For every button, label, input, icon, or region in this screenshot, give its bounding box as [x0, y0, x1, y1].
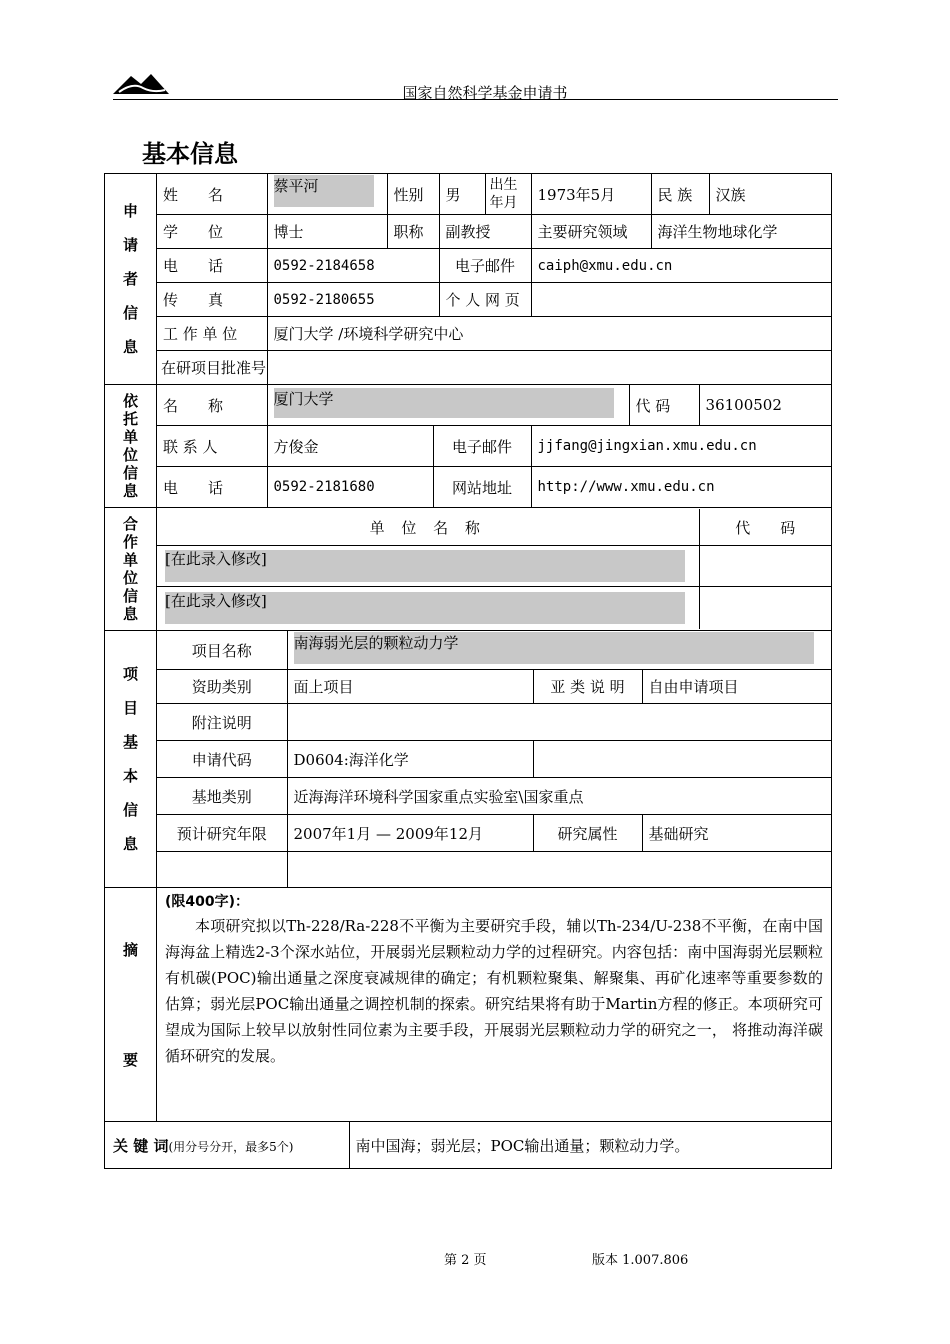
partner-name-field-1[interactable]: [在此录入修改]: [157, 546, 699, 587]
subclass-field[interactable]: 自由申请项目: [642, 670, 831, 704]
period-field[interactable]: 2007年1月 — 2009年12月: [287, 815, 533, 852]
title-field[interactable]: 副教授: [439, 215, 531, 249]
project-no-label: 在研项目批准号: [157, 351, 267, 385]
ethnic-label: 民 族: [651, 174, 709, 215]
project-section-label: 项目基本信息: [105, 631, 157, 888]
attr-label: 研究属性: [533, 815, 642, 852]
partner-code-field-2[interactable]: [699, 587, 831, 630]
fax-field[interactable]: 0592-2180655: [267, 283, 439, 317]
birth-field[interactable]: 1973年5月: [531, 174, 651, 215]
partner-name-field-2[interactable]: [在此录入修改]: [157, 587, 699, 630]
code-label: 申请代码: [157, 741, 287, 778]
host-table: [157, 385, 831, 507]
contact-field[interactable]: 方俊金: [267, 426, 433, 467]
project-table: [157, 631, 831, 887]
keywords-label: 关 键 词(用分号分开，最多5个): [105, 1122, 349, 1168]
email-field[interactable]: caiph@xmu.edu.cn: [531, 249, 831, 283]
gender-field[interactable]: 男: [439, 174, 485, 215]
base-label: 基地类别: [157, 778, 287, 815]
keywords-field[interactable]: 南中国海；弱光层；POC输出通量；颗粒动力学。: [349, 1122, 831, 1168]
host-code-field[interactable]: 36100502: [699, 385, 831, 426]
header-title: 国家自然科学基金申请书: [402, 84, 568, 102]
unit-field[interactable]: 厦门大学 /环境科学研究中心: [267, 317, 831, 351]
field-field[interactable]: 海洋生物地球化学: [651, 215, 831, 249]
email-label: 电子邮件: [439, 249, 531, 283]
base-field[interactable]: 近海海洋环境科学国家重点实验室\国家重点: [287, 778, 831, 815]
attr-field[interactable]: 基础研究: [642, 815, 831, 852]
code-extra-field[interactable]: [533, 741, 831, 778]
host-email-label: 电子邮件: [433, 426, 531, 467]
keywords-table: [105, 1122, 831, 1168]
partner-table: [157, 509, 831, 629]
homepage-field[interactable]: [531, 283, 831, 317]
website-label: 网站地址: [433, 467, 531, 508]
host-phone-field[interactable]: 0592-2181680: [267, 467, 433, 508]
page-title: 基本信息: [142, 140, 238, 168]
unit-label: 工 作 单 位: [157, 317, 267, 351]
abstract-limit: (限400字)：: [165, 894, 250, 910]
project-no-field[interactable]: [267, 351, 831, 385]
partner-section-label: 合作单位信息: [105, 508, 157, 631]
host-name-label: 名 称: [157, 385, 267, 426]
project-name-field[interactable]: 南海弱光层的颗粒动力学: [287, 631, 831, 670]
notes-field[interactable]: [287, 704, 831, 741]
header-divider: [113, 99, 838, 100]
page-number: 第 2 页: [444, 1253, 487, 1268]
name-field[interactable]: 蔡平河: [267, 174, 387, 215]
notes-label: 附注说明: [157, 704, 287, 741]
degree-label: 学 位: [157, 215, 267, 249]
basic-info-table: [104, 173, 832, 1169]
degree-field[interactable]: 博士: [267, 215, 387, 249]
nsfc-logo-icon: [113, 70, 169, 98]
applicant-section-label: 申请者信息: [105, 174, 157, 385]
abstract-text: 本项研究拟以Th-228/Ra-228不平衡为主要研究手段，辅以Th-234/U-238不平衡，在南中国海海盆上精选2-3个深水站位，开展弱光层颗粒动力学的过程研究。内容包括：南中国海弱光层颗粒有机碳(POC)输出通量之深度衰减规律的确定；有机颗粒聚集、解聚集、再矿化速率等重要参数的估算；弱光层POC输出通量之调控机制的探索。研究结果将有助于Martin方程的修正。本项研究可望成为国际上较早以放射性同位素为主要手段，开展弱光层颗粒动力学的研究之一， 将推动海洋碳循环研究的发展。: [165, 917, 823, 1065]
abstract-field[interactable]: [157, 888, 832, 1122]
partner-code-header: 代 码: [699, 509, 831, 546]
partner-code-field-1[interactable]: [699, 546, 831, 587]
phone-field[interactable]: 0592-2184658: [267, 249, 439, 283]
website-field[interactable]: http://www.xmu.edu.cn: [531, 467, 831, 508]
keywords-hint: (用分号分开，最多5个): [168, 1139, 294, 1154]
funding-field[interactable]: 面上项目: [287, 670, 533, 704]
period-label: 预计研究年限: [157, 815, 287, 852]
homepage-label: 个 人 网 页: [439, 283, 531, 317]
partner-name-header: 单 位 名 称: [157, 509, 699, 546]
name-label: 姓 名: [157, 174, 267, 215]
version-label: 版本 1.007.806: [592, 1253, 689, 1268]
host-section-label: 依托单位信息: [105, 385, 157, 508]
host-email-field[interactable]: jjfang@jingxian.xmu.edu.cn: [531, 426, 831, 467]
applicant-table: [157, 174, 831, 384]
fax-label: 传 真: [157, 283, 267, 317]
funding-label: 资助类别: [157, 670, 287, 704]
host-code-label: 代 码: [629, 385, 699, 426]
blank-label: [157, 852, 287, 888]
birth-label: 出生年月: [485, 174, 531, 215]
host-phone-label: 电 话: [157, 467, 267, 508]
project-name-label: 项目名称: [157, 631, 287, 670]
title-label: 职称: [387, 215, 439, 249]
code-field[interactable]: D0604:海洋化学: [287, 741, 533, 778]
abstract-section-label: 摘要: [105, 888, 157, 1122]
blank-field[interactable]: [287, 852, 831, 888]
field-label: 主要研究领域: [531, 215, 651, 249]
host-name-field[interactable]: 厦门大学: [267, 385, 629, 426]
ethnic-field[interactable]: 汉族: [709, 174, 831, 215]
gender-label: 性别: [387, 174, 439, 215]
subclass-label: 亚 类 说 明: [533, 670, 642, 704]
phone-label: 电 话: [157, 249, 267, 283]
contact-label: 联 系 人: [157, 426, 267, 467]
